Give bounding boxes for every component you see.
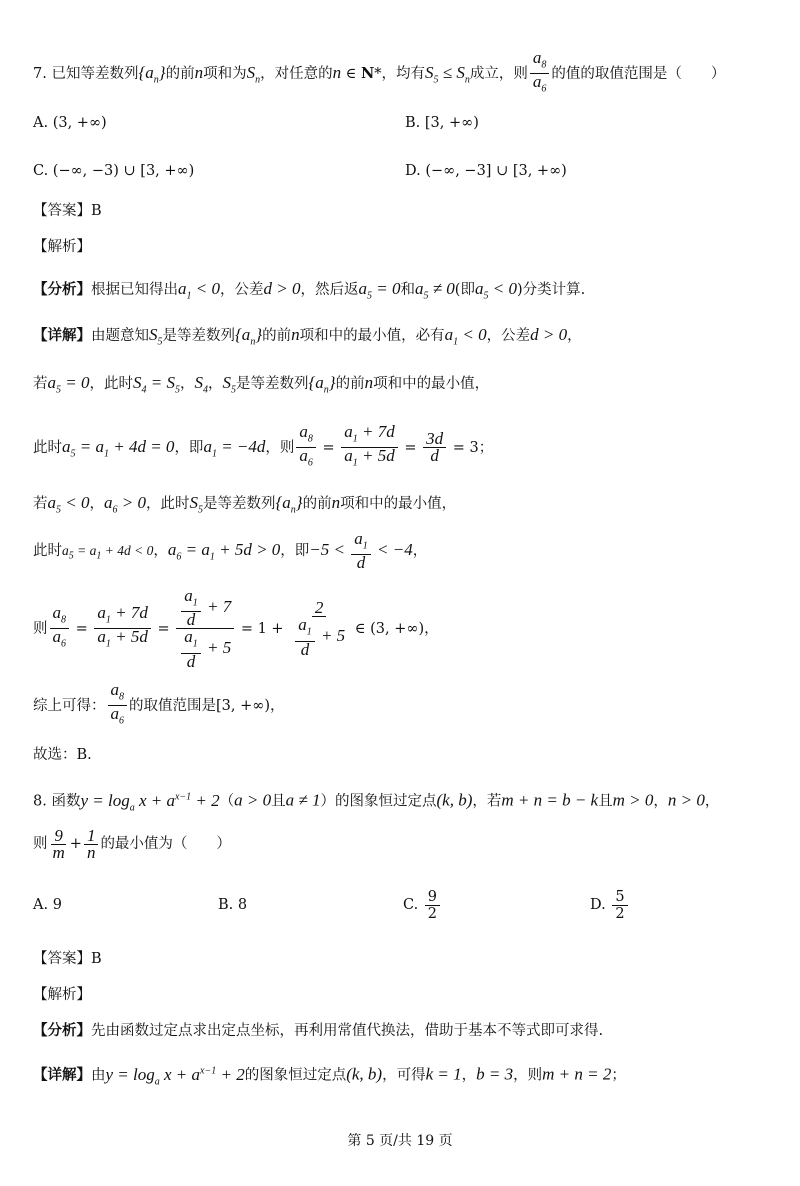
text: 则 — [33, 620, 48, 637]
q7-answer: 【答案】B — [33, 203, 102, 219]
text: 则 — [33, 836, 48, 852]
text: ，则 — [265, 439, 295, 456]
math-s5-le-sn: $S_5 \le S_n$ — [425, 62, 470, 86]
text: 先由函数过定点求出定点坐标，再利用常值代换法，借助于基本不等式即可求得. — [91, 1023, 604, 1039]
text: 的前 — [262, 328, 292, 344]
text: ， — [461, 1067, 477, 1084]
text: ， — [179, 376, 195, 392]
math-frac: $\frac{a_1 + 7d}{a_1 + 5d}$ — [94, 605, 150, 653]
option-value: [3, +∞) — [424, 115, 479, 131]
q7-stem: 7. 已知等差数列$\{a_n\}$的前n项和为$S_n$，对任意的n ∈ N*，均有$S_5 \le S_n$成立，则 $\frac{a_8}{a_6}$ 的值的取值范围是（ ） — [33, 50, 770, 98]
math: $a_5 < 0$ — [474, 279, 517, 302]
math: m + n = 2 — [542, 1064, 612, 1084]
q7-detail-3: 此时$a_5 = a_1 + 4d = 0$，即$a_1 = -4d$，则 $\frac{a_8}{a_6}$ = $\frac{a_1 + 7d}{a_1 + 5d}$ = $\frac{3d}{d}$ = 3； — [33, 424, 770, 474]
math: (k, b) — [346, 1064, 383, 1084]
text: 是等差数列 — [162, 328, 235, 344]
math-frac — [425, 889, 440, 922]
text: 函数 — [51, 793, 81, 810]
q8-stem — [33, 786, 770, 819]
q7-detail-1 — [33, 324, 770, 353]
option-value: (−∞, −3) ∪ [3, +∞) — [52, 163, 195, 179]
option-letter: A. — [33, 897, 49, 913]
math: $\{a_n\}$ — [235, 325, 263, 348]
text: ， — [653, 793, 668, 810]
q8-number: 8. — [33, 793, 47, 810]
math: (k, b) — [436, 790, 473, 810]
text: ， — [424, 620, 439, 637]
math: $y = \log_a x + a^{x-1} + 2$ — [80, 790, 220, 814]
q7-analysis-label: 【解析】 — [33, 239, 91, 255]
math-frac: $\frac{a_8}{a_6}$ — [296, 424, 316, 472]
math: b = 3 — [476, 1064, 514, 1084]
math-n-in-n: n — [332, 62, 342, 82]
q7-number: 7. — [33, 65, 47, 82]
math: $S_4$ — [194, 373, 208, 396]
option-letter: B. — [405, 115, 421, 131]
fenxi-tag: 【分析】 — [33, 281, 91, 298]
option-letter: C. — [403, 897, 419, 913]
option-value: 8 — [237, 897, 248, 913]
q7-detail-5 — [33, 530, 770, 577]
math-frac-a8-a6: $\frac{a_8}{a_6}$ — [530, 50, 550, 98]
math-frac: $\frac{9}{m}$ — [52, 825, 65, 862]
math: $a_5 = 0$ — [358, 279, 401, 302]
math-seq-an: $\{a_n\}$ — [138, 62, 166, 86]
text: 和 — [400, 282, 415, 298]
text: ，公差 — [486, 328, 531, 344]
frac-num: 5 — [612, 889, 627, 906]
math: $a_6 = a_1 + 5d > 0$ — [167, 540, 281, 563]
math: n > 0 — [667, 790, 705, 810]
q7-detail-2 — [33, 372, 770, 401]
math: $a_1 < 0$ — [178, 279, 220, 302]
text: 若 — [33, 376, 48, 392]
text: 的前 — [335, 376, 365, 392]
math: $\{a_n\}$ — [308, 373, 336, 396]
text: ，可得 — [382, 1067, 426, 1084]
text: 若 — [33, 496, 48, 512]
xiangjie-tag: 【详解】 — [33, 327, 91, 344]
text: ， — [412, 543, 428, 559]
option-letter: C. — [33, 163, 49, 179]
text: ， — [270, 697, 285, 714]
text: 的前 — [302, 496, 332, 512]
math-frac: $\frac{3d}{d}$ — [423, 431, 446, 464]
text: 是等差数列 — [235, 376, 309, 392]
q7-stem-text: ，均有 — [381, 65, 426, 82]
q7-option-c — [33, 160, 194, 182]
text: 项和中的最小值，必有 — [299, 328, 445, 344]
q7-stem-text: 项和为 — [203, 65, 247, 82]
text: 且 — [271, 793, 286, 810]
text: ，此时 — [89, 376, 133, 392]
math-n: n — [194, 62, 204, 82]
text: 此时 — [33, 439, 62, 456]
text: 的取值范围是 — [129, 697, 216, 714]
q7-stem-text: 已知等差数列 — [51, 65, 139, 82]
q8-option-c — [403, 882, 442, 928]
xiangjie-tag: 【详解】 — [33, 1066, 91, 1084]
math-frac: $\frac{a_1}{d}$ + 7 $\frac{a_1}{d}$ + 5 — [176, 588, 234, 670]
math-frac: $\frac{a_1 + 7d}{a_1 + 5d}$ — [341, 424, 397, 472]
math: $a_1 = -4d$ — [203, 436, 266, 460]
math: $a_6 > 0$ — [103, 493, 146, 516]
text: ，即 — [280, 543, 310, 559]
q8-fenxi — [33, 1020, 770, 1042]
math: d > 0 — [530, 325, 568, 344]
q7-detail-6: 则 $\frac{a_8}{a_6}$ = $\frac{a_1 + 7d}{a_1 + 5d}$ = $\frac{a_1}{d}$ + 7 $\frac{a_1}{d}$ + 5 = 1 + 2 $\frac{a_1}{d}$ + 5 ∈ (3, +∞)， — [33, 586, 439, 671]
text: ， — [89, 496, 104, 512]
frac-den: 2 — [615, 905, 625, 922]
math: $S_4 = S_5$ — [132, 373, 180, 396]
option-letter: D. — [590, 897, 606, 913]
text: ，此时 — [145, 496, 190, 512]
text: 项和中的最小值， — [373, 376, 490, 392]
text: ， — [153, 543, 168, 559]
q8-option-a — [33, 894, 62, 916]
text: ，然后返 — [300, 282, 359, 298]
text: 项和中的最小值， — [340, 496, 457, 512]
math: n — [364, 373, 374, 392]
q8-stem-2: 则 $\frac{9}{m}$ + $\frac{1}{n}$ 的最小值为（ ） — [33, 825, 231, 862]
math: m > 0 — [612, 790, 654, 810]
math: $y = \log_a x + a^{x-1} + 2$ — [105, 1064, 245, 1088]
q8-answer: 【答案】B — [33, 951, 102, 967]
page-footer: 第 5 页/共 19 页 — [347, 1133, 453, 1149]
math-frac: $\frac{1}{n}$ — [84, 828, 99, 861]
math-frac: 2 $\frac{a_1}{d}$ + 5 — [290, 600, 348, 657]
q8-option-b — [218, 894, 247, 916]
text: 根据已知得出 — [91, 282, 178, 298]
text: ，公差 — [219, 282, 264, 298]
math: −5 < — [309, 540, 350, 559]
math: $S_5$ — [149, 325, 163, 348]
math: $\{a_n\}$ — [275, 493, 303, 516]
text: 是等差数列 — [202, 496, 276, 512]
math: $a_1 < 0$ — [444, 325, 487, 348]
text: ，则 — [513, 1067, 543, 1084]
math: m + n = b − k — [501, 790, 599, 810]
option-value: 9 — [52, 897, 62, 913]
text: ，若 — [472, 793, 502, 810]
text: ， — [704, 793, 720, 810]
math: $S_5$ — [189, 493, 203, 516]
q7-fenxi — [33, 278, 770, 307]
fenxi-tag: 【分析】 — [33, 1022, 91, 1039]
text: （ — [219, 793, 235, 810]
math-frac: $\frac{a_8}{a_6}$ — [50, 605, 70, 653]
math-frac — [612, 889, 627, 922]
text: 且 — [598, 793, 613, 810]
text: (即 — [454, 282, 475, 298]
q7-detail-7 — [33, 682, 770, 730]
math: [3, +∞) — [216, 697, 270, 714]
q7-stem-text: 的前 — [165, 65, 195, 82]
q8-analysis-label: 【解析】 — [33, 987, 91, 1003]
q7-stem-text: 的值的取值范围是（ ） — [551, 65, 726, 82]
frac-num: 9 — [425, 889, 440, 906]
text: 综上可得： — [33, 697, 106, 714]
text: ，即 — [174, 439, 204, 456]
math: $a_5 = a_1 + 4d = 0$ — [62, 436, 175, 460]
text: ， — [567, 328, 582, 344]
math: $S_5$ — [222, 373, 236, 396]
frac-den: 2 — [427, 905, 438, 922]
text: ）的图象恒过定点 — [320, 793, 437, 810]
q7-conclusion: 故选：B. — [33, 747, 92, 763]
q7-option-a — [33, 112, 107, 134]
math: d > 0 — [263, 279, 301, 298]
math: a > 0 — [234, 790, 272, 810]
option-letter: B. — [218, 897, 234, 913]
math: $a_5 = a_1 + 4d < 0$ — [62, 543, 154, 562]
q7-detail-4 — [33, 492, 770, 521]
q7-stem-text: 成立，则 — [469, 65, 528, 82]
text: 的图象恒过定点 — [244, 1067, 347, 1084]
math: n — [331, 493, 341, 512]
text: ； — [478, 439, 494, 456]
q7-stem-text: ，对任意的 — [260, 65, 333, 82]
option-letter: A. — [33, 115, 49, 131]
text: ， — [207, 376, 223, 392]
text: )分类计算. — [516, 282, 586, 298]
math: n — [291, 325, 300, 344]
math: $a_5 \ne 0$ — [414, 279, 455, 302]
math: $a_5 = 0$ — [47, 373, 90, 396]
text: 的最小值为（ ） — [100, 836, 231, 852]
text: 由 — [91, 1067, 106, 1084]
math-sn: $S_n$ — [246, 62, 261, 86]
text: 由题意知 — [91, 328, 149, 344]
q8-option-d — [590, 882, 630, 928]
option-value: (−∞, −3] ∪ [3, +∞) — [425, 163, 567, 179]
text: ； — [611, 1067, 626, 1084]
math: k = 1 — [425, 1064, 462, 1084]
math: < −4 — [372, 540, 413, 559]
math: a ≠ 1 — [285, 790, 321, 810]
q7-option-b — [405, 112, 479, 134]
math-frac: $\frac{a_8}{a_6}$ — [108, 682, 128, 730]
math-frac: $\frac{a_1}{d}$ — [351, 531, 371, 571]
q8-detail-1 — [33, 1060, 770, 1093]
text: 此时 — [33, 543, 62, 559]
q7-option-d — [405, 160, 567, 182]
math: $a_5 < 0$ — [47, 493, 90, 516]
option-value: (3, +∞) — [52, 115, 107, 131]
option-letter: D. — [405, 163, 421, 179]
